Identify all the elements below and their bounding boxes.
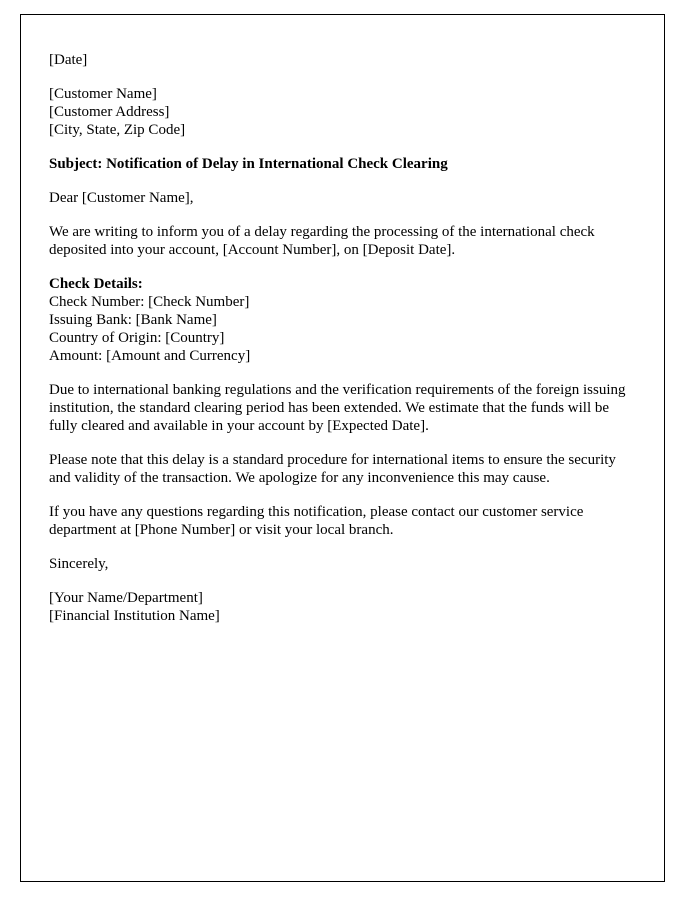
recipient-city-state-zip: [City, State, Zip Code] [49, 122, 186, 138]
signature-block [49, 589, 634, 625]
recipient-name: [Customer Name] [49, 86, 157, 102]
recipient-address: [Customer Address] [49, 104, 170, 120]
signature-institution-name: [Financial Institution Name] [49, 608, 220, 624]
signature-name-department: [Your Name/Department] [49, 590, 203, 606]
closing: Sincerely, [49, 556, 109, 572]
subject-line: Subject: Notification of Delay in International Check Clearing [49, 156, 448, 172]
amount-line: Amount: [Amount and Currency] [49, 348, 251, 364]
paragraph-intro: We are writing to inform you of a delay regarding the processing of the international check deposited into your account, [Account Number], on [Deposit Date]. [49, 224, 595, 258]
check-details-heading: Check Details: [49, 276, 143, 292]
salutation: Dear [Customer Name], [49, 190, 194, 206]
paragraph-contact: If you have any questions regarding this notification, please contact our customer service department at [Phone Number] or visit your local branch. [49, 504, 584, 538]
letter-page [20, 14, 665, 882]
recipient-address-block [49, 85, 634, 139]
paragraph-delay-explanation: Due to international banking regulations and the verification requirements of the foreign issuing institution, the standard clearing period has been extended. We estimate that the funds will be fully cleared and available in your account by [Expected Date]. [49, 382, 626, 434]
issuing-bank-line: Issuing Bank: [Bank Name] [49, 312, 217, 328]
paragraph-apology: Please note that this delay is a standard procedure for international items to ensure the security and validity of the transaction. We apologize for any inconvenience this may cause. [49, 452, 616, 486]
check-details-block [49, 275, 634, 365]
country-of-origin-line: Country of Origin: [Country] [49, 330, 225, 346]
letter-date: [Date] [49, 52, 88, 68]
check-number-line: Check Number: [Check Number] [49, 294, 250, 310]
